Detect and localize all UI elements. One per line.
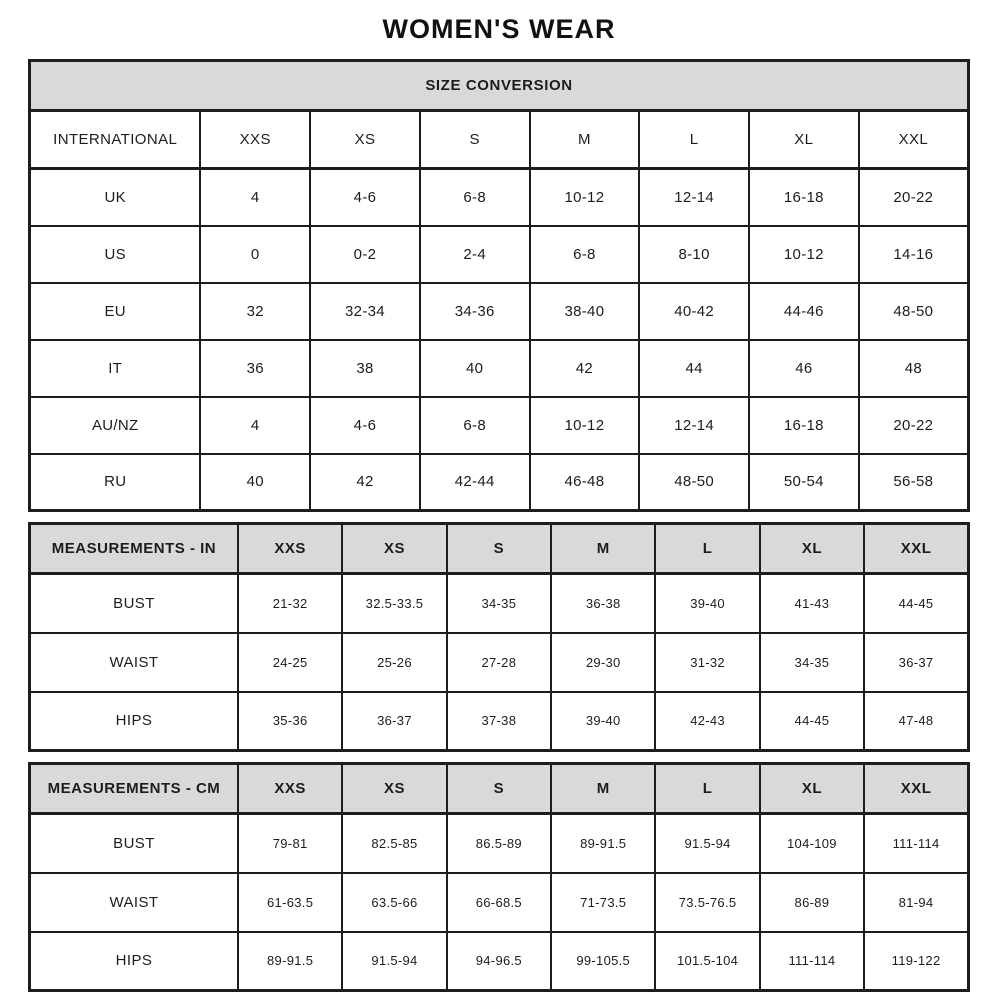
size-conversion-column-header: XXL: [859, 111, 969, 169]
table-row: [30, 283, 969, 340]
size-conversion-value-cell: 48: [859, 340, 969, 397]
size-conversion-value-cell: 40: [200, 454, 310, 511]
size-conversion-table: [28, 59, 970, 512]
measurements-cm-value-cell: 81-94: [864, 873, 968, 932]
measurements-in-table: [28, 522, 970, 752]
size-conversion-value-cell: 12-14: [639, 397, 749, 454]
measurements-cm-value-cell: 104-109: [760, 814, 864, 873]
size-conversion-row-label: AU/NZ: [30, 397, 201, 454]
measurements-in-column-header: L: [655, 524, 759, 574]
measurements-in-value-cell: 47-48: [864, 692, 968, 751]
size-conversion-value-cell: 56-58: [859, 454, 969, 511]
measurements-in-header-row: [30, 524, 969, 574]
measurements-in-value-cell: 41-43: [760, 574, 864, 633]
measurements-cm-value-cell: 89-91.5: [551, 814, 655, 873]
size-conversion-column-header: XXS: [200, 111, 310, 169]
measurements-cm-body: [30, 764, 969, 991]
size-conversion-column-header: INTERNATIONAL: [30, 111, 201, 169]
measurements-cm-value-cell: 111-114: [760, 932, 864, 991]
measurements-cm-title: MEASUREMENTS - CM: [30, 764, 238, 814]
size-conversion-value-cell: 6-8: [530, 226, 640, 283]
measurements-in-value-cell: 34-35: [447, 574, 551, 633]
table-row: [30, 226, 969, 283]
measurements-cm-value-cell: 61-63.5: [238, 873, 342, 932]
size-conversion-value-cell: 42-44: [420, 454, 530, 511]
measurements-cm-value-cell: 73.5-76.5: [655, 873, 759, 932]
size-conversion-column-header: XS: [310, 111, 420, 169]
measurements-cm-row-label: WAIST: [30, 873, 238, 932]
measurements-in-value-cell: 25-26: [342, 633, 446, 692]
measurements-cm-column-header: XL: [760, 764, 864, 814]
measurements-cm-value-cell: 82.5-85: [342, 814, 446, 873]
measurements-cm-value-cell: 111-114: [864, 814, 968, 873]
measurements-in-value-cell: 42-43: [655, 692, 759, 751]
size-conversion-value-cell: 0-2: [310, 226, 420, 283]
size-conversion-value-cell: 48-50: [859, 283, 969, 340]
measurements-in-value-cell: 29-30: [551, 633, 655, 692]
size-conversion-value-cell: 4: [200, 397, 310, 454]
measurements-cm-value-cell: 101.5-104: [655, 932, 759, 991]
measurements-cm-table: [28, 762, 970, 992]
measurements-cm-column-header: L: [655, 764, 759, 814]
measurements-in-column-header: XL: [760, 524, 864, 574]
measurements-in-value-cell: 24-25: [238, 633, 342, 692]
size-conversion-value-cell: 16-18: [749, 397, 859, 454]
measurements-cm-value-cell: 94-96.5: [447, 932, 551, 991]
measurements-in-column-header: XS: [342, 524, 446, 574]
measurements-cm-value-cell: 99-105.5: [551, 932, 655, 991]
size-conversion-body: [30, 61, 969, 511]
measurements-cm-column-header: S: [447, 764, 551, 814]
size-conversion-value-cell: 50-54: [749, 454, 859, 511]
measurements-cm-value-cell: 66-68.5: [447, 873, 551, 932]
measurements-in-value-cell: 36-38: [551, 574, 655, 633]
size-conversion-value-cell: 20-22: [859, 397, 969, 454]
page-title: WOMEN'S WEAR: [382, 14, 616, 44]
measurements-cm-value-cell: 86-89: [760, 873, 864, 932]
measurements-in-value-cell: 39-40: [551, 692, 655, 751]
size-conversion-value-cell: 48-50: [639, 454, 749, 511]
size-conversion-value-cell: 16-18: [749, 169, 859, 226]
measurements-cm-row-label: BUST: [30, 814, 238, 873]
measurements-in-column-header: S: [447, 524, 551, 574]
size-conversion-value-cell: 44: [639, 340, 749, 397]
measurements-cm-value-cell: 119-122: [864, 932, 968, 991]
size-conversion-value-cell: 44-46: [749, 283, 859, 340]
size-conversion-column-header: XL: [749, 111, 859, 169]
measurements-in-column-header: M: [551, 524, 655, 574]
table-row: [30, 169, 969, 226]
measurements-in-row-label: HIPS: [30, 692, 238, 751]
size-conversion-column-header: M: [530, 111, 640, 169]
table-row: [30, 397, 969, 454]
measurements-in-value-cell: 37-38: [447, 692, 551, 751]
size-conversion-value-cell: 12-14: [639, 169, 749, 226]
measurements-in-column-header: XXL: [864, 524, 968, 574]
size-conversion-value-cell: 4-6: [310, 397, 420, 454]
size-conversion-value-cell: 46: [749, 340, 859, 397]
size-conversion-row-label: UK: [30, 169, 201, 226]
size-conversion-value-cell: 40: [420, 340, 530, 397]
size-conversion-value-cell: 6-8: [420, 397, 530, 454]
measurements-cm-value-cell: 91.5-94: [342, 932, 446, 991]
size-conversion-value-cell: 10-12: [530, 169, 640, 226]
table-row: [30, 633, 969, 692]
size-conversion-title: SIZE CONVERSION: [30, 61, 969, 111]
size-conversion-value-cell: 32-34: [310, 283, 420, 340]
measurements-in-column-header: XXS: [238, 524, 342, 574]
size-conversion-value-cell: 0: [200, 226, 310, 283]
size-conversion-row-label: EU: [30, 283, 201, 340]
size-conversion-value-cell: 14-16: [859, 226, 969, 283]
measurements-in-title: MEASUREMENTS - IN: [30, 524, 238, 574]
measurements-in-value-cell: 44-45: [760, 692, 864, 751]
size-conversion-row-label: IT: [30, 340, 201, 397]
size-conversion-value-cell: 38: [310, 340, 420, 397]
measurements-in-body: [30, 524, 969, 751]
size-conversion-value-cell: 40-42: [639, 283, 749, 340]
measurements-cm-column-header: XXS: [238, 764, 342, 814]
size-conversion-value-cell: 38-40: [530, 283, 640, 340]
size-conversion-header-row: [30, 111, 969, 169]
size-conversion-value-cell: 6-8: [420, 169, 530, 226]
size-conversion-title-row: [30, 61, 969, 111]
size-conversion-value-cell: 32: [200, 283, 310, 340]
measurements-in-value-cell: 34-35: [760, 633, 864, 692]
table-row: [30, 932, 969, 991]
size-conversion-value-cell: 34-36: [420, 283, 530, 340]
measurements-cm-column-header: M: [551, 764, 655, 814]
measurements-in-value-cell: 36-37: [342, 692, 446, 751]
size-conversion-value-cell: 36: [200, 340, 310, 397]
table-row: [30, 814, 969, 873]
measurements-in-value-cell: 39-40: [655, 574, 759, 633]
size-conversion-row-label: RU: [30, 454, 201, 511]
table-row: [30, 873, 969, 932]
measurements-cm-value-cell: 79-81: [238, 814, 342, 873]
size-conversion-row-label: US: [30, 226, 201, 283]
measurements-cm-header-row: [30, 764, 969, 814]
size-conversion-value-cell: 8-10: [639, 226, 749, 283]
size-conversion-value-cell: 4-6: [310, 169, 420, 226]
measurements-cm-value-cell: 89-91.5: [238, 932, 342, 991]
measurements-cm-value-cell: 91.5-94: [655, 814, 759, 873]
size-conversion-value-cell: 10-12: [530, 397, 640, 454]
table-row: [30, 574, 969, 633]
size-conversion-value-cell: 10-12: [749, 226, 859, 283]
measurements-cm-column-header: XS: [342, 764, 446, 814]
measurements-in-value-cell: 44-45: [864, 574, 968, 633]
size-conversion-value-cell: 42: [310, 454, 420, 511]
size-conversion-value-cell: 20-22: [859, 169, 969, 226]
size-conversion-value-cell: 2-4: [420, 226, 530, 283]
measurements-in-value-cell: 32.5-33.5: [342, 574, 446, 633]
table-row: [30, 454, 969, 511]
size-conversion-value-cell: 4: [200, 169, 310, 226]
measurements-in-value-cell: 27-28: [447, 633, 551, 692]
measurements-cm-value-cell: 71-73.5: [551, 873, 655, 932]
table-row: [30, 692, 969, 751]
measurements-cm-value-cell: 63.5-66: [342, 873, 446, 932]
size-conversion-value-cell: 42: [530, 340, 640, 397]
size-conversion-column-header: L: [639, 111, 749, 169]
table-row: [30, 340, 969, 397]
measurements-in-row-label: WAIST: [30, 633, 238, 692]
measurements-in-value-cell: 36-37: [864, 633, 968, 692]
measurements-in-value-cell: 31-32: [655, 633, 759, 692]
size-conversion-column-header: S: [420, 111, 530, 169]
measurements-in-value-cell: 35-36: [238, 692, 342, 751]
measurements-cm-row-label: HIPS: [30, 932, 238, 991]
size-conversion-value-cell: 46-48: [530, 454, 640, 511]
measurements-cm-value-cell: 86.5-89: [447, 814, 551, 873]
measurements-cm-column-header: XXL: [864, 764, 968, 814]
measurements-in-value-cell: 21-32: [238, 574, 342, 633]
measurements-in-row-label: BUST: [30, 574, 238, 633]
